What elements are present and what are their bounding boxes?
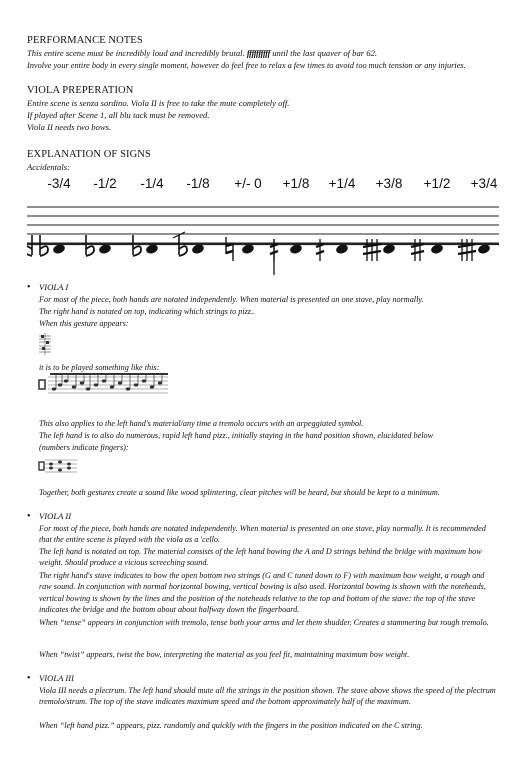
explanation-of-signs-heading: EXPLANATION OF SIGNS xyxy=(27,149,151,160)
bullet-icon: • xyxy=(27,511,31,522)
accidental-label: +3/4 xyxy=(470,176,498,191)
accidental-note xyxy=(27,235,66,256)
viola-2-paragraph-3: The right hand's stave indicates to bow the open bottom two strings (G and C tuned down to F) with maximum bow weight, a rough and raw sound. In conjunction with normal horizontal bowing, vertical bowing is also used. Horizontal bowing is shown with the noteheads, vertical bowing is shown by the lines and the position of the noteheads relative to the top and bottom of the stave: the top of the stave indicates the bridge and the bottom about about halfway down the fingerboard. xyxy=(39,571,486,615)
accidentals-label: Accidentals: xyxy=(27,162,70,172)
viola-3-paragraph-2: When “left hand pizz.” appears, pizz. randomly and quickly with the fingers in the position indicated on the C string. xyxy=(39,721,423,730)
accidental-label: +1/2 xyxy=(423,176,451,191)
viola-2-heading: VIOLA II xyxy=(39,511,72,521)
accidental-note xyxy=(133,235,159,256)
viola-1-line-7: (numbers indicate fingers): xyxy=(39,443,129,452)
performance-note-text: This entire scene must be incredibly loud and incredibly brutal. xyxy=(27,48,245,58)
viola-preparation-heading: VIOLA PREPERATION xyxy=(27,85,134,96)
viola-1-line-8: Together, both gestures create a sound like wood splintering, clear pitches will be heard, but should be kept to a minimum. xyxy=(39,488,440,497)
accidental-note xyxy=(86,235,112,256)
viola-prep-line-1: Entire scene is senza sordino. Viola II is free to take the mute completely off. xyxy=(27,98,290,108)
accidental-note xyxy=(316,239,349,261)
viola-2-paragraph-5: When “twist” appears, twist the bow, interpreting the material as you feel fit, maintaining maximum bow weight. xyxy=(39,650,410,659)
accidental-notes xyxy=(27,232,491,275)
staff-lines xyxy=(27,207,499,243)
fingering-notation-image xyxy=(38,455,78,477)
accidental-label: +3/8 xyxy=(375,176,403,191)
accidental-note xyxy=(226,237,255,261)
viola-1-line-2: The right hand is notated on top, indicating which strings to pizz.. xyxy=(39,307,256,316)
accidental-label: +/- 0 xyxy=(234,176,262,191)
accidental-note xyxy=(458,239,491,261)
gesture-notation-image xyxy=(38,332,52,356)
accidental-label: -1/2 xyxy=(93,176,117,191)
bullet-icon: • xyxy=(27,673,31,684)
viola-2-paragraph-4: When “tense” appears in conjunction with tremolo, tense both your arms and let them shudder. Creates a stammering but rough tremolo. xyxy=(39,618,489,627)
viola-1-heading: VIOLA I xyxy=(39,282,69,292)
viola-1-line-4: it is to be played something like this: xyxy=(39,363,160,372)
accidental-note xyxy=(363,239,396,261)
viola-2-paragraph-2: The left hand is notated on top. The material consists of the left hand bowing the A and D strings behind the bridge with maximum bow weight. Should produce a vicious screeching sound. xyxy=(39,547,482,568)
accidental-note xyxy=(411,239,444,261)
performance-note-text-end: until the last quaver of bar 62. xyxy=(272,48,378,58)
performance-note-line-2: Involve your entire body in every single moment, however do feel free to relax a few times to avoid too much tension or any injuries. xyxy=(27,61,466,70)
viola-prep-line-2: If played after Scene 1, all blu tack must be removed. xyxy=(27,110,210,120)
accidental-label: -1/4 xyxy=(140,176,164,191)
bullet-icon: • xyxy=(27,282,31,293)
viola-3-paragraph-1: Viola III needs a plectrum. The left hand should mute all the strings in the position shown. The stave above shows the speed of the plectrum tremolo/strum. The top of the stave indicates maximum speed and the bottom approximately half of the maximum. xyxy=(39,686,496,707)
performance-note-line-1 xyxy=(27,48,377,59)
performance-notes-heading: PERFORMANCE NOTES xyxy=(27,35,143,46)
realisation-notation-image xyxy=(38,372,170,398)
viola-1-line-1: For most of the piece, both hands are notated independently. When material is presented on one stave, play normally. xyxy=(39,295,424,304)
accidental-label: +1/4 xyxy=(328,176,356,191)
accidentals-staff xyxy=(27,200,499,276)
accidental-label: -3/4 xyxy=(47,176,71,191)
accidental-labels xyxy=(0,176,526,192)
viola-2-paragraph-1: For most of the piece, both hands are notated independently. When material is presented on one stave, play normally. It is recommended that the entire scene is played with the viola as a 'cello. xyxy=(39,524,486,545)
dynamic-marking: ffffffffff xyxy=(246,48,271,58)
viola-3-heading: VIOLA III xyxy=(39,673,74,683)
viola-1-line-6: The left hand is to also do numerous, rapid left hand pizz., initially staying in the hand position shown, elucidated below xyxy=(39,431,434,440)
accidental-label: +1/8 xyxy=(282,176,310,191)
viola-prep-line-3: Viola II needs two bows. xyxy=(27,122,112,132)
viola-1-line-3: When this gesture appears: xyxy=(39,319,129,328)
viola-1-line-5: This also applies to the left hand's material/any time a tremolo occurs with an arpeggiated symbol. xyxy=(39,419,364,428)
accidental-label: -1/8 xyxy=(186,176,210,191)
